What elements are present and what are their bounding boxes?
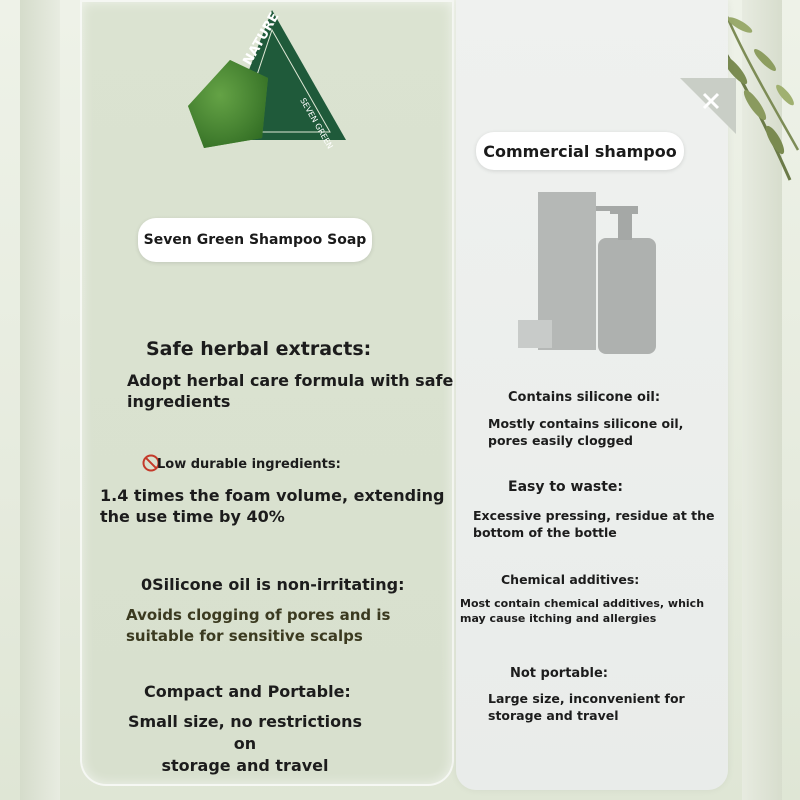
right-feature-title-4: Not portable: (510, 666, 608, 681)
left-feature-title-1: Safe herbal extracts: (146, 338, 372, 360)
left-feature-title-4: Compact and Portable: (144, 682, 351, 701)
left-feature-desc-4: Small size, no restrictions on storage and travel (127, 712, 363, 775)
right-feature-title-3: Chemical additives: (501, 572, 640, 587)
left-feature-desc-1: Adopt herbal care formula with safe ingredients (127, 371, 454, 411)
package-text-nature: NATURE (240, 10, 283, 68)
shampoo-bottle-image (512, 188, 662, 356)
right-feature-desc-3: Most contain chemical additives, which may cause itching and allergies (460, 597, 705, 625)
left-feature-desc-2: 1.4 times the foam volume, extending the use time by 40% (100, 486, 445, 526)
close-icon[interactable] (680, 78, 736, 134)
left-feature-title-2: Low durable ingredients: (157, 457, 341, 472)
right-feature-title-1: Contains silicone oil: (508, 390, 661, 405)
commercial-label-pill: Commercial shampoo (476, 132, 684, 170)
soap-label-pill: Seven Green Shampoo Soap (138, 218, 372, 262)
background-stripe-left (20, 0, 60, 800)
right-feature-title-2: Easy to waste: (508, 479, 624, 495)
right-feature-desc-1: Mostly contains silicone oil, pores easily clogged (488, 416, 684, 448)
left-feature-desc-3: Avoids clogging of pores and is suitable for sensitive scalps (126, 606, 391, 645)
soap-product-image (182, 8, 348, 154)
right-feature-desc-2: Excessive pressing, residue at the bottom of the bottle (473, 508, 715, 540)
package-text-brand: SEVEN GREEN (298, 96, 335, 151)
left-feature-title-3: 0Silicone oil is non-irritating: (141, 575, 405, 594)
right-feature-desc-4: Large size, inconvenient for storage and travel (488, 691, 685, 723)
